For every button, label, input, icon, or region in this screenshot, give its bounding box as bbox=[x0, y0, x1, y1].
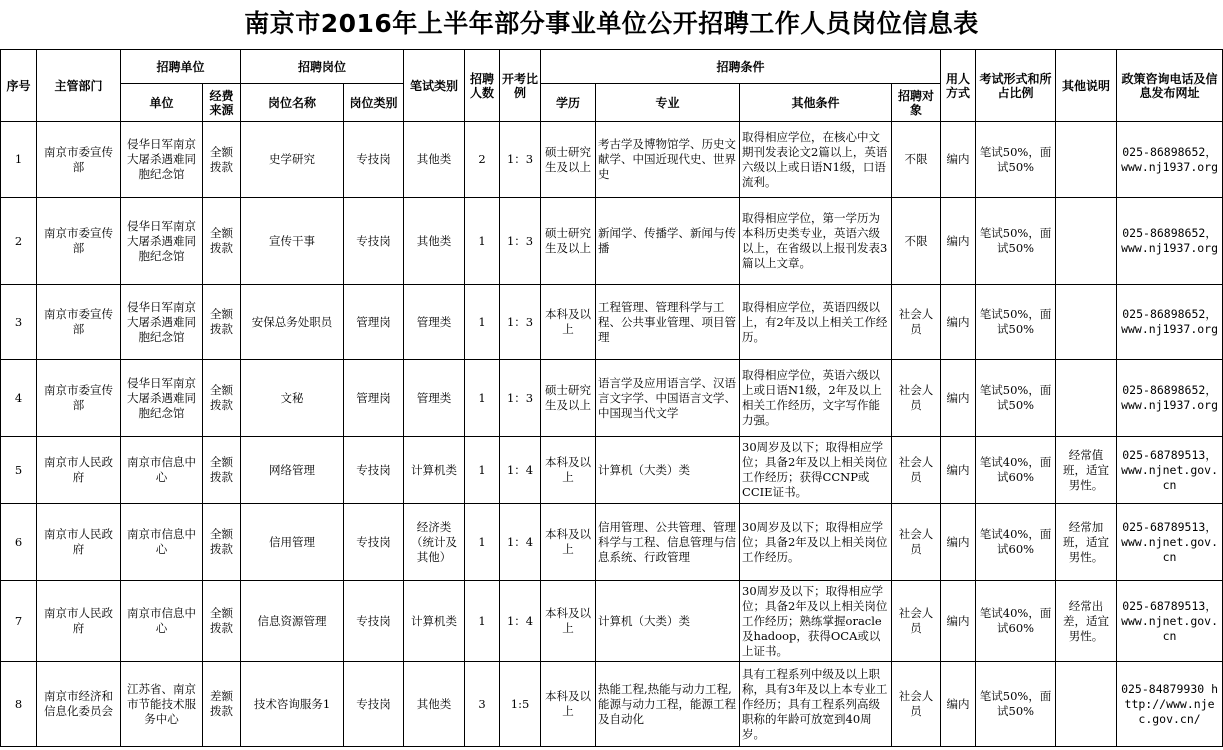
cell-count: 2 bbox=[465, 122, 500, 198]
cell-notes bbox=[1056, 285, 1117, 360]
cell-funding: 全额拨款 bbox=[203, 285, 241, 360]
cell-funding: 全额拨款 bbox=[203, 504, 241, 581]
cell-notes bbox=[1056, 198, 1117, 285]
header-contact: 政策咨询电话及信息发布网址 bbox=[1117, 50, 1223, 122]
cell-ratio: 1：4 bbox=[500, 581, 541, 662]
cell-unit: 江苏省、南京市节能技术服务中心 bbox=[121, 662, 203, 747]
cell-major: 考古学及博物馆学、历史文献学、中国近现代史、世界史 bbox=[596, 122, 740, 198]
cell-unit: 南京市信息中心 bbox=[121, 504, 203, 581]
cell-notes bbox=[1056, 360, 1117, 437]
cell-ratio: 1：3 bbox=[500, 285, 541, 360]
table-row bbox=[1, 360, 1223, 437]
header-ratio: 开考比例 bbox=[500, 50, 541, 122]
cell-education: 硕士研究生及以上 bbox=[541, 122, 596, 198]
cell-notes: 经常出差，适宜男性。 bbox=[1056, 581, 1117, 662]
cell-post-name: 信用管理 bbox=[241, 504, 344, 581]
cell-funding: 全额拨款 bbox=[203, 198, 241, 285]
cell-target: 社会人员 bbox=[892, 662, 941, 747]
cell-employment: 编内 bbox=[941, 198, 976, 285]
cell-seq: 1 bbox=[1, 122, 37, 198]
cell-dept: 南京市委宣传部 bbox=[37, 122, 121, 198]
header-target: 招聘对象 bbox=[892, 84, 941, 122]
cell-unit: 侵华日军南京大屠杀遇难同胞纪念馆 bbox=[121, 360, 203, 437]
cell-seq: 8 bbox=[1, 662, 37, 747]
cell-exam-form: 笔试50%，面试50% bbox=[976, 662, 1056, 747]
cell-funding: 差额拨款 bbox=[203, 662, 241, 747]
cell-employment: 编内 bbox=[941, 662, 976, 747]
cell-dept: 南京市委宣传部 bbox=[37, 198, 121, 285]
cell-other-conditions: 30周岁及以下；取得相应学位；具备2年及以上相关岗位工作经历；获得CCNP或CCIE证书。 bbox=[740, 437, 892, 504]
table-row bbox=[1, 437, 1223, 504]
cell-employment: 编内 bbox=[941, 504, 976, 581]
cell-unit: 侵华日军南京大屠杀遇难同胞纪念馆 bbox=[121, 285, 203, 360]
cell-employment: 编内 bbox=[941, 122, 976, 198]
header-exam-category: 笔试类别 bbox=[404, 50, 465, 122]
cell-contact: 025-68789513，www.njnet.gov.cn bbox=[1117, 504, 1223, 581]
header-dept: 主管部门 bbox=[37, 50, 121, 122]
cell-post-type: 管理岗 bbox=[344, 285, 404, 360]
cell-funding: 全额拨款 bbox=[203, 122, 241, 198]
cell-unit: 南京市信息中心 bbox=[121, 437, 203, 504]
cell-employment: 编内 bbox=[941, 285, 976, 360]
cell-post-name: 技术咨询服务1 bbox=[241, 662, 344, 747]
cell-exam-category: 其他类 bbox=[404, 662, 465, 747]
cell-contact: 025-84879930 http://www.njec.gov.cn/ bbox=[1117, 662, 1223, 747]
cell-count: 1 bbox=[465, 198, 500, 285]
cell-exam-form: 笔试50%，面试50% bbox=[976, 285, 1056, 360]
header-post-name: 岗位名称 bbox=[241, 84, 344, 122]
cell-ratio: 1：4 bbox=[500, 437, 541, 504]
cell-notes bbox=[1056, 662, 1117, 747]
cell-ratio: 1：3 bbox=[500, 360, 541, 437]
cell-post-type: 专技岗 bbox=[344, 198, 404, 285]
cell-education: 硕士研究生及以上 bbox=[541, 198, 596, 285]
cell-dept: 南京市人民政府 bbox=[37, 581, 121, 662]
cell-contact: 025-68789513，www.njnet.gov.cn bbox=[1117, 581, 1223, 662]
cell-other-conditions: 具有工程系列中级及以上职称，具有3年及以上本专业工作经历；具有工程系列高级职称的年龄可放宽到40周岁。 bbox=[740, 662, 892, 747]
cell-count: 1 bbox=[465, 581, 500, 662]
cell-target: 社会人员 bbox=[892, 285, 941, 360]
page-title: 南京市2016年上半年部分事业单位公开招聘工作人员岗位信息表 bbox=[244, 9, 979, 38]
cell-dept: 南京市经济和信息化委员会 bbox=[37, 662, 121, 747]
cell-post-type: 管理岗 bbox=[344, 360, 404, 437]
cell-exam-form: 笔试40%，面试60% bbox=[976, 504, 1056, 581]
cell-seq: 6 bbox=[1, 504, 37, 581]
cell-target: 社会人员 bbox=[892, 360, 941, 437]
cell-other-conditions: 取得相应学位，在核心中文期刊发表论文2篇以上，英语六级以上或日语N1级，口语流利。 bbox=[740, 122, 892, 198]
cell-exam-category: 经济类（统计及其他） bbox=[404, 504, 465, 581]
cell-funding: 全额拨款 bbox=[203, 360, 241, 437]
cell-seq: 4 bbox=[1, 360, 37, 437]
cell-employment: 编内 bbox=[941, 581, 976, 662]
cell-target: 不限 bbox=[892, 122, 941, 198]
cell-dept: 南京市人民政府 bbox=[37, 504, 121, 581]
cell-exam-category: 其他类 bbox=[404, 122, 465, 198]
table-row bbox=[1, 122, 1223, 198]
cell-target: 社会人员 bbox=[892, 437, 941, 504]
header-count: 招聘人数 bbox=[465, 50, 500, 122]
cell-count: 1 bbox=[465, 504, 500, 581]
cell-major: 计算机（大类）类 bbox=[596, 581, 740, 662]
cell-post-name: 安保总务处职员 bbox=[241, 285, 344, 360]
cell-unit: 南京市信息中心 bbox=[121, 581, 203, 662]
cell-funding: 全额拨款 bbox=[203, 437, 241, 504]
cell-major: 信用管理、公共管理、管理科学与工程、信息管理与信息系统、行政管理 bbox=[596, 504, 740, 581]
cell-education: 硕士研究生及以上 bbox=[541, 360, 596, 437]
cell-unit: 侵华日军南京大屠杀遇难同胞纪念馆 bbox=[121, 122, 203, 198]
header-unit-group: 招聘单位 bbox=[121, 50, 241, 84]
cell-count: 1 bbox=[465, 360, 500, 437]
cell-contact: 025-86898652，www.nj1937.org bbox=[1117, 198, 1223, 285]
cell-seq: 5 bbox=[1, 437, 37, 504]
cell-major: 新闻学、传播学、新闻与传播 bbox=[596, 198, 740, 285]
cell-target: 不限 bbox=[892, 198, 941, 285]
cell-notes: 经常值班，适宜男性。 bbox=[1056, 437, 1117, 504]
cell-employment: 编内 bbox=[941, 360, 976, 437]
cell-education: 本科及以上 bbox=[541, 662, 596, 747]
cell-post-name: 宣传干事 bbox=[241, 198, 344, 285]
cell-post-type: 专技岗 bbox=[344, 504, 404, 581]
cell-major: 计算机（大类）类 bbox=[596, 437, 740, 504]
cell-dept: 南京市委宣传部 bbox=[37, 360, 121, 437]
header-post-group: 招聘岗位 bbox=[241, 50, 404, 84]
cell-count: 3 bbox=[465, 662, 500, 747]
cell-seq: 7 bbox=[1, 581, 37, 662]
header-conditions-group: 招聘条件 bbox=[541, 50, 941, 84]
table-row bbox=[1, 198, 1223, 285]
cell-exam-form: 笔试40%，面试60% bbox=[976, 437, 1056, 504]
table-row bbox=[1, 581, 1223, 662]
table-row bbox=[1, 285, 1223, 360]
cell-other-conditions: 取得相应学位，英语六级以上或日语N1级，2年及以上相关工作经历，文字写作能力强。 bbox=[740, 360, 892, 437]
header-seq: 序号 bbox=[1, 50, 37, 122]
cell-contact: 025-86898652，www.nj1937.org bbox=[1117, 360, 1223, 437]
cell-post-type: 专技岗 bbox=[344, 437, 404, 504]
cell-other-conditions: 取得相应学位，英语四级以上，有2年及以上相关工作经历。 bbox=[740, 285, 892, 360]
cell-major: 热能工程,热能与动力工程,能源与动力工程，能源工程及自动化 bbox=[596, 662, 740, 747]
cell-dept: 南京市委宣传部 bbox=[37, 285, 121, 360]
header-other-conditions: 其他条件 bbox=[740, 84, 892, 122]
cell-education: 本科及以上 bbox=[541, 581, 596, 662]
cell-count: 1 bbox=[465, 285, 500, 360]
table-row bbox=[1, 504, 1223, 581]
cell-dept: 南京市人民政府 bbox=[37, 437, 121, 504]
header-post-type: 岗位类别 bbox=[344, 84, 404, 122]
cell-exam-category: 计算机类 bbox=[404, 581, 465, 662]
header-major: 专业 bbox=[596, 84, 740, 122]
cell-major: 语言学及应用语言学、汉语言文字学、中国语言文学、中国现当代文学 bbox=[596, 360, 740, 437]
cell-notes bbox=[1056, 122, 1117, 198]
cell-count: 1 bbox=[465, 437, 500, 504]
cell-other-conditions: 30周岁及以下；取得相应学位；具备2年及以上相关岗位工作经历；熟练掌握oracle及hadoop，获得OCA或以上证书。 bbox=[740, 581, 892, 662]
cell-education: 本科及以上 bbox=[541, 504, 596, 581]
cell-exam-form: 笔试40%，面试60% bbox=[976, 581, 1056, 662]
cell-exam-form: 笔试50%，面试50% bbox=[976, 122, 1056, 198]
cell-notes: 经常加班，适宜男性。 bbox=[1056, 504, 1117, 581]
header-funding: 经费来源 bbox=[203, 84, 241, 122]
table-row bbox=[1, 662, 1223, 747]
cell-unit: 侵华日军南京大屠杀遇难同胞纪念馆 bbox=[121, 198, 203, 285]
header-employment: 用人方式 bbox=[941, 50, 976, 122]
cell-exam-category: 管理类 bbox=[404, 360, 465, 437]
cell-post-name: 文秘 bbox=[241, 360, 344, 437]
cell-seq: 2 bbox=[1, 198, 37, 285]
cell-exam-category: 计算机类 bbox=[404, 437, 465, 504]
cell-ratio: 1：3 bbox=[500, 122, 541, 198]
cell-post-type: 专技岗 bbox=[344, 662, 404, 747]
header-exam-form: 考试形式和所占比例 bbox=[976, 50, 1056, 122]
header-education: 学历 bbox=[541, 84, 596, 122]
cell-target: 社会人员 bbox=[892, 581, 941, 662]
cell-post-type: 专技岗 bbox=[344, 122, 404, 198]
cell-target: 社会人员 bbox=[892, 504, 941, 581]
header-notes: 其他说明 bbox=[1056, 50, 1117, 122]
cell-contact: 025-86898652，www.nj1937.org bbox=[1117, 285, 1223, 360]
cell-exam-form: 笔试50%，面试50% bbox=[976, 198, 1056, 285]
recruitment-table bbox=[0, 49, 1223, 747]
cell-post-name: 史学研究 bbox=[241, 122, 344, 198]
cell-other-conditions: 30周岁及以下；取得相应学位；具备2年及以上相关岗位工作经历。 bbox=[740, 504, 892, 581]
cell-education: 本科及以上 bbox=[541, 285, 596, 360]
cell-education: 本科及以上 bbox=[541, 437, 596, 504]
cell-contact: 025-86898652，www.nj1937.org bbox=[1117, 122, 1223, 198]
cell-post-type: 专技岗 bbox=[344, 581, 404, 662]
cell-ratio: 1:5 bbox=[500, 662, 541, 747]
cell-other-conditions: 取得相应学位，第一学历为本科历史类专业，英语六级以上，在省级以上报刊发表3篇以上文章。 bbox=[740, 198, 892, 285]
cell-exam-form: 笔试50%，面试50% bbox=[976, 360, 1056, 437]
cell-major: 工程管理、管理科学与工程、公共事业管理、项目管理 bbox=[596, 285, 740, 360]
cell-ratio: 1：4 bbox=[500, 504, 541, 581]
cell-post-name: 信息资源管理 bbox=[241, 581, 344, 662]
cell-seq: 3 bbox=[1, 285, 37, 360]
cell-exam-category: 管理类 bbox=[404, 285, 465, 360]
cell-contact: 025-68789513，www.njnet.gov.cn bbox=[1117, 437, 1223, 504]
cell-ratio: 1：3 bbox=[500, 198, 541, 285]
cell-funding: 全额拨款 bbox=[203, 581, 241, 662]
cell-employment: 编内 bbox=[941, 437, 976, 504]
header-unit: 单位 bbox=[121, 84, 203, 122]
cell-exam-category: 其他类 bbox=[404, 198, 465, 285]
cell-post-name: 网络管理 bbox=[241, 437, 344, 504]
